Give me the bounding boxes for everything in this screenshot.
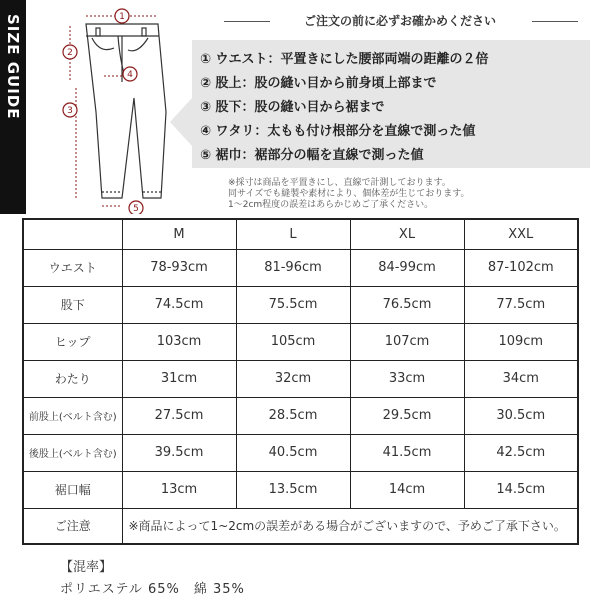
size-guide-label: SIZE GUIDE [4, 14, 22, 120]
measurement-item-inseam: ③ 股下：股の縫い目から裾まで [200, 100, 385, 115]
table-row [23, 249, 578, 286]
table-cell: 84-99cm [350, 249, 464, 286]
note-line: 1〜2cm程度の誤差はあらかじめご了承ください。 [228, 200, 434, 210]
measurement-item-hem: ⑤ 裾巾：裾部分の幅を直線で測った値 [200, 148, 424, 163]
table-cell: 76.5cm [350, 286, 464, 323]
marker-4-label: 4 [127, 70, 133, 80]
material-title: 【混率】 [60, 560, 113, 575]
size-table [22, 218, 579, 545]
callout-arrow [170, 98, 192, 146]
table-cell: 103cm [122, 323, 236, 360]
table-cell: 14.5cm [464, 471, 578, 508]
material-value: ポリエステル 65% 綿 35% [60, 582, 245, 597]
caution-text: ※商品によって1~2cmの誤差がある場合がございますので、予めご了承下さい。 [122, 508, 578, 544]
notice-divider-right [532, 21, 578, 22]
notice-header [210, 12, 590, 30]
table-cell: 30.5cm [464, 397, 578, 434]
table-note-row [23, 508, 578, 544]
pants-diagram [30, 2, 180, 214]
table-cell: 33cm [350, 360, 464, 397]
row-label-front-rise: 前股上(ベルト含む) [23, 397, 122, 434]
table-row [23, 397, 578, 434]
table-cell: 32cm [236, 360, 350, 397]
header-cell-m: M [122, 219, 236, 249]
table-cell: 78-93cm [122, 249, 236, 286]
table-cell: 75.5cm [236, 286, 350, 323]
row-label-inseam: 股下 [23, 286, 122, 323]
row-label-caution: ご注意 [23, 508, 122, 544]
table-cell: 41.5cm [350, 434, 464, 471]
table-row [23, 471, 578, 508]
header-cell-xl: XL [350, 219, 464, 249]
measurement-item-rise: ② 股上：股の縫い目から前身頃上部まで [200, 76, 437, 91]
row-label-thigh: わたり [23, 360, 122, 397]
table-cell: 13cm [122, 471, 236, 508]
table-cell: 40.5cm [236, 434, 350, 471]
note-line: 同サイズでも縫製や素材により、個体差が生じております。 [228, 189, 470, 199]
table-cell: 87-102cm [464, 249, 578, 286]
table-cell: 28.5cm [236, 397, 350, 434]
row-label-back-rise: 後股上(ベルト含む) [23, 434, 122, 471]
table-cell: 77.5cm [464, 286, 578, 323]
table-cell: 39.5cm [122, 434, 236, 471]
table-row [23, 323, 578, 360]
measurement-item-thigh: ④ ワタリ：太もも付け根部分を直線で測った値 [200, 124, 476, 139]
table-row [23, 434, 578, 471]
table-cell: 109cm [464, 323, 578, 360]
table-cell: 107cm [350, 323, 464, 360]
marker-5-label: 5 [133, 204, 139, 214]
table-cell: 81-96cm [236, 249, 350, 286]
note-line: ※採寸は商品を平置きにし、直線で計測しております。 [228, 178, 451, 188]
marker-3-label: 3 [67, 106, 73, 116]
row-label-hem-width: 裾口幅 [23, 471, 122, 508]
table-cell: 13.5cm [236, 471, 350, 508]
measurement-item-waist: ① ウエスト：平置きにした腰部両端の距離の２倍 [200, 52, 489, 67]
row-label-waist: ウエスト [23, 249, 122, 286]
header-cell-empty [23, 219, 122, 249]
row-label-hip: ヒップ [23, 323, 122, 360]
notice-title: ご注文の前に必ずお確かめください [303, 14, 496, 28]
table-cell: 42.5cm [464, 434, 578, 471]
table-cell: 29.5cm [350, 397, 464, 434]
table-cell: 105cm [236, 323, 350, 360]
table-cell: 31cm [122, 360, 236, 397]
marker-2-label: 2 [67, 48, 73, 58]
table-header-row [23, 219, 578, 249]
table-cell: 27.5cm [122, 397, 236, 434]
table-row [23, 360, 578, 397]
table-cell: 14cm [350, 471, 464, 508]
header-cell-l: L [236, 219, 350, 249]
table-cell: 74.5cm [122, 286, 236, 323]
header-cell-xxl: XXL [464, 219, 578, 249]
measurement-notes [228, 178, 598, 211]
table-row [23, 286, 578, 323]
marker-1-label: 1 [119, 12, 125, 22]
table-cell: 34cm [464, 360, 578, 397]
size-guide-bar [0, 0, 26, 214]
measurement-list [200, 48, 590, 168]
